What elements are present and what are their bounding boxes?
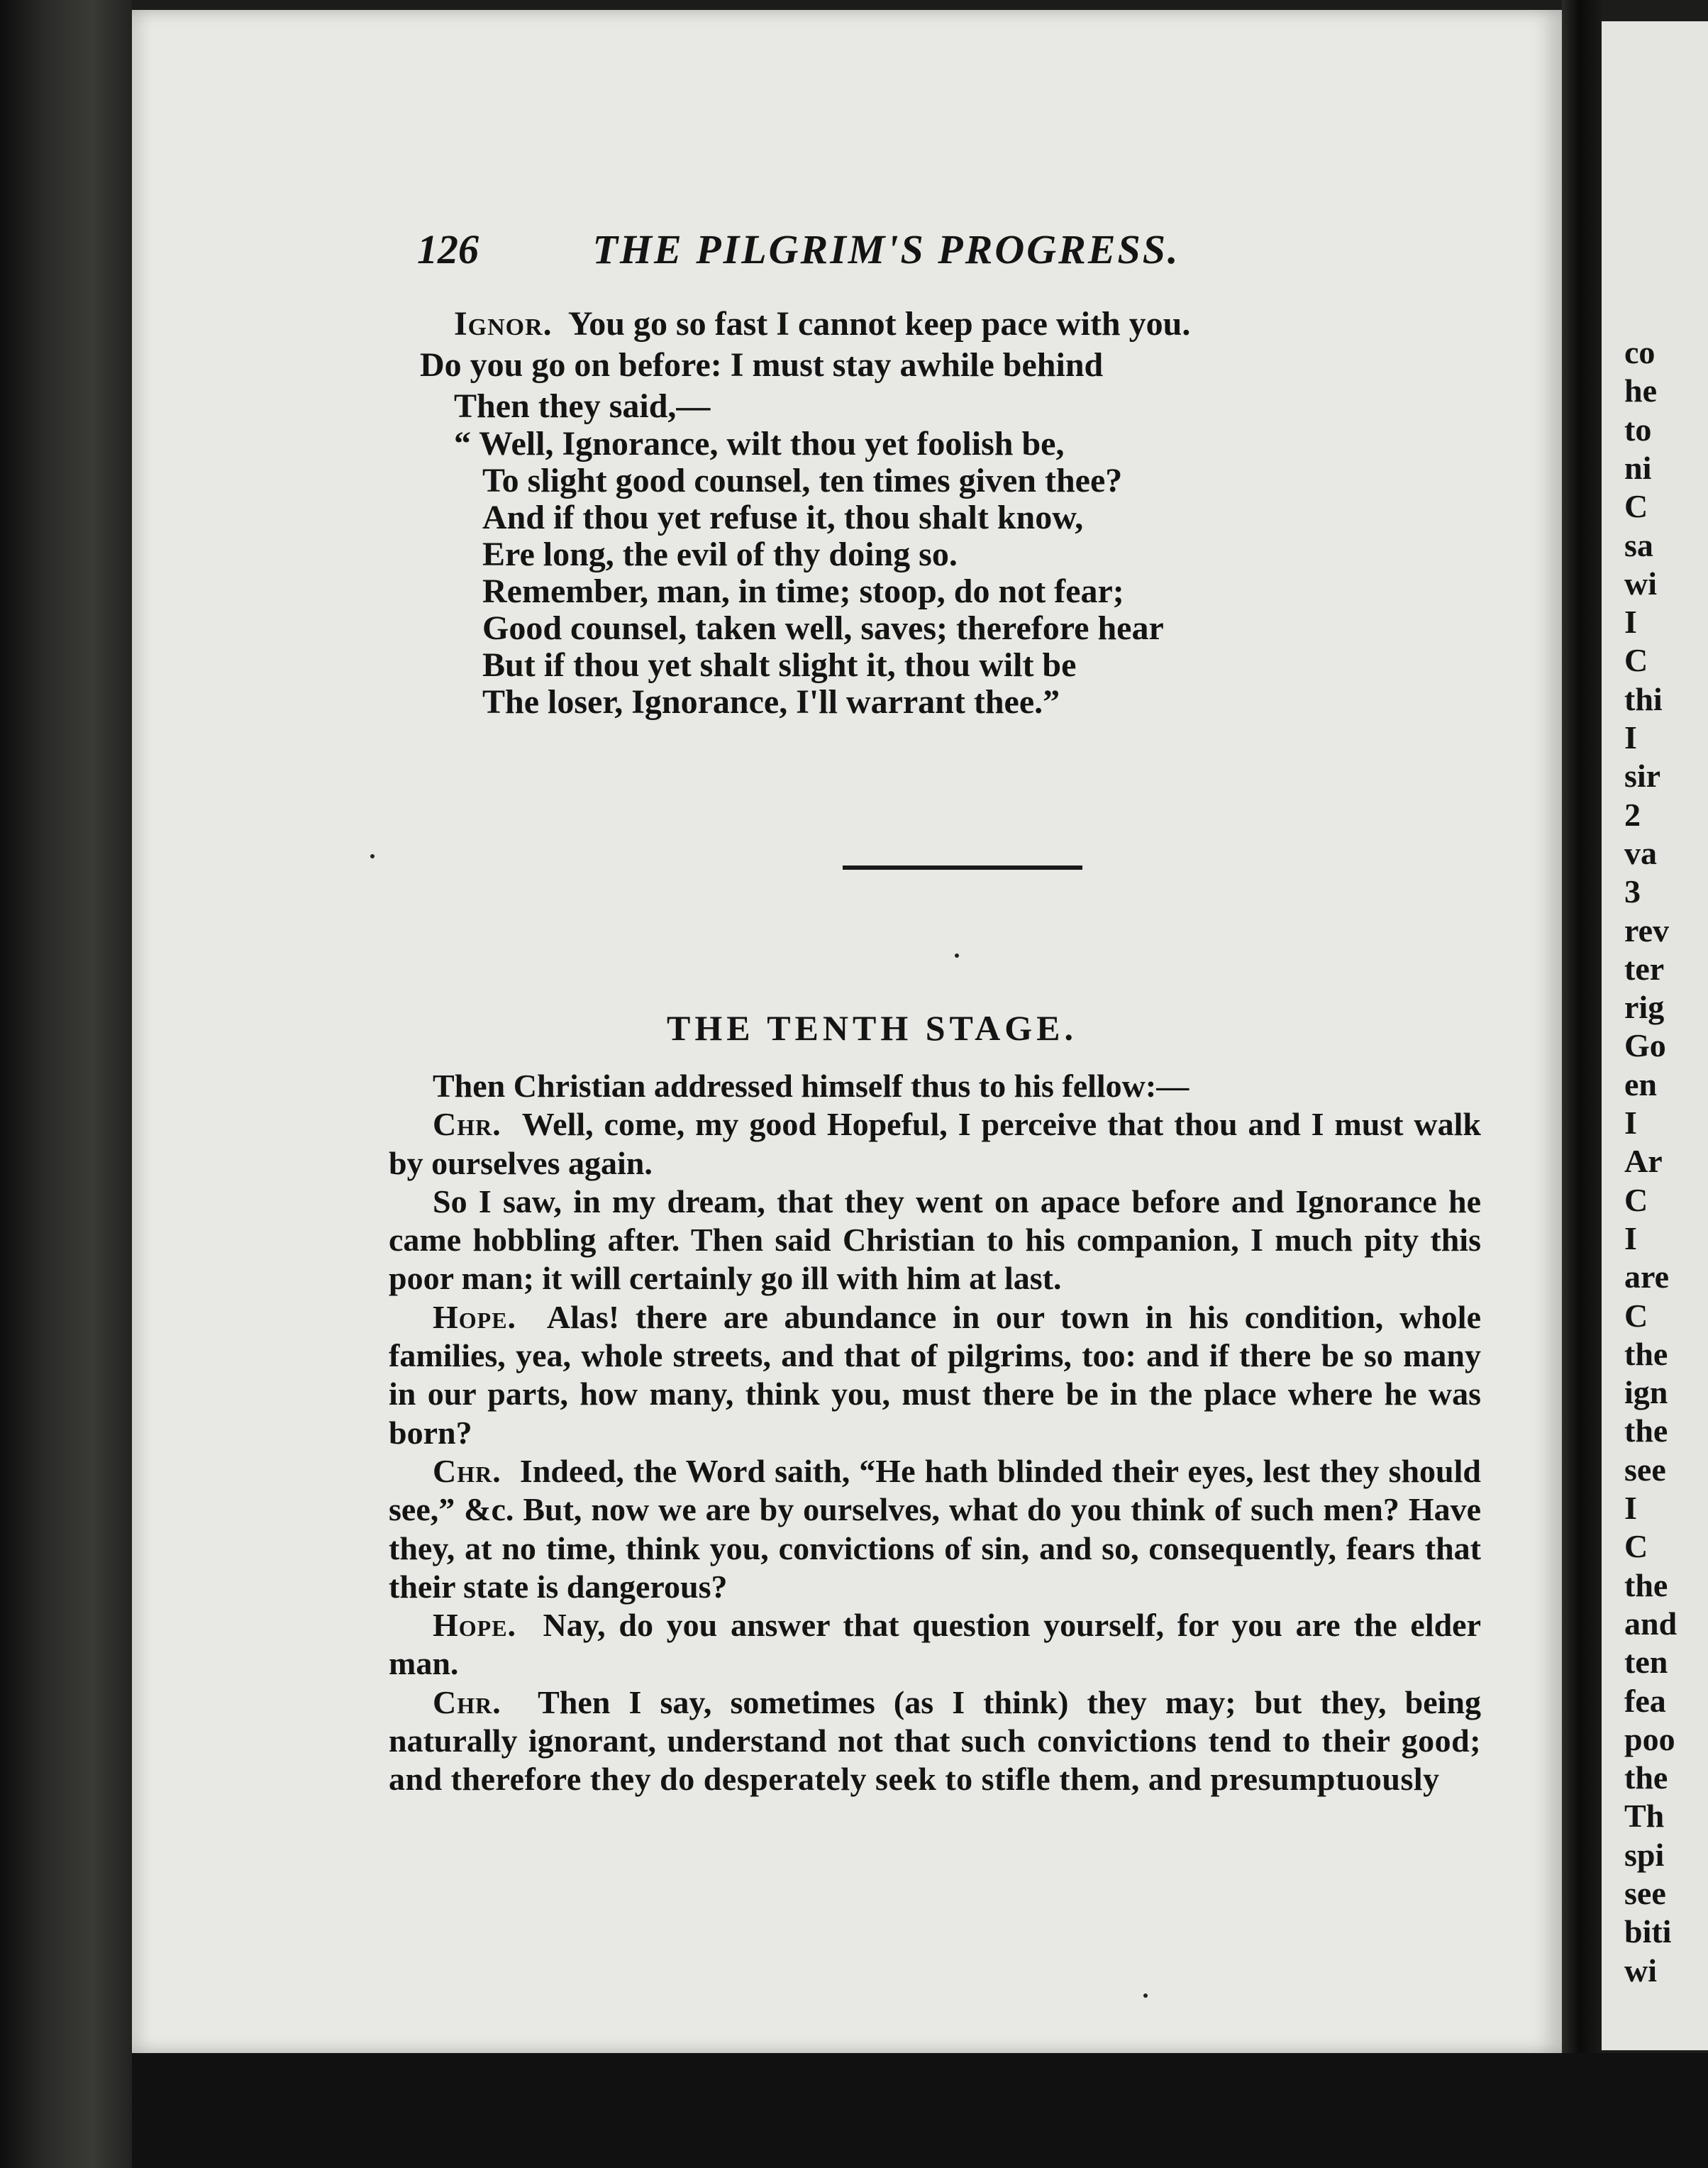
ink-speck: [370, 854, 375, 858]
right-page-fragment: he: [1624, 372, 1657, 409]
right-page-fragment: see: [1624, 1451, 1666, 1488]
right-page-fragment: Th: [1624, 1798, 1665, 1835]
right-page-fragment: I: [1624, 1105, 1637, 1141]
paragraph-text: Then Christian addressed himself thus to his fellow:—: [433, 1068, 1190, 1104]
verse-line: The loser, Ignorance, I'll warrant thee.”: [482, 683, 1060, 721]
speech-line: Do you go on before: I must stay awhile behind: [420, 346, 1104, 384]
right-page-fragment: I: [1624, 1220, 1637, 1256]
right-page-fragment: rev: [1624, 912, 1670, 948]
right-page-fragment: I: [1624, 1490, 1637, 1526]
verse-stanza: [454, 426, 1376, 721]
book-spine: [1562, 0, 1602, 2168]
verse-line: “ Well, Ignorance, wilt thou yet foolish be,: [454, 425, 1065, 463]
right-page-fragment: I: [1624, 719, 1637, 756]
verse-line: To slight good counsel, ten times given thee?: [482, 462, 1123, 499]
right-page-fragment: ter: [1624, 950, 1665, 987]
paragraph: [389, 1067, 1481, 1105]
paragraph-text: Then I say, sometimes (as I think) they may; but they, being naturally ignorant, understand not that: [389, 1683, 1481, 1759]
right-page-fragment: Go: [1624, 1027, 1666, 1064]
scan-bottom-edge: [132, 2053, 1708, 2168]
stage-title: THE TENTH STAGE.: [667, 1008, 1078, 1048]
paragraph: [389, 1452, 1481, 1606]
right-page-fragment: the: [1624, 1759, 1668, 1796]
right-page-fragment: C: [1624, 1181, 1648, 1218]
right-page-fragment: the: [1624, 1335, 1668, 1372]
paragraph-text: So I saw, in my dream, that they went on apace before and Ignorance he came hobbling after. Then said Christian to his companion, I much pity this poor man; it will certainly go ill with him at last.: [389, 1183, 1481, 1297]
right-page-fragment: C: [1624, 488, 1648, 525]
right-page-fragment: to: [1624, 411, 1652, 448]
section-divider: [843, 865, 1082, 870]
right-page-fragment: ni: [1624, 449, 1652, 486]
running-title: THE PILGRIM'S PROGRESS.: [592, 226, 1180, 272]
right-page-fragment: ten: [1624, 1644, 1668, 1681]
right-page-fragment: rig: [1624, 989, 1665, 1026]
right-page-fragment: biti: [1624, 1913, 1672, 1950]
speaker-label: Chr.: [433, 1683, 501, 1720]
body-text: [389, 1067, 1481, 1799]
right-page-fragment: C: [1624, 1297, 1648, 1334]
right-page-fragment: fea: [1624, 1682, 1666, 1719]
ink-speck: [1143, 1993, 1148, 1998]
right-page-fragment: ign: [1624, 1374, 1668, 1411]
right-page-fragment: va: [1624, 834, 1657, 871]
ink-speck: [955, 953, 959, 958]
speaker-label: Hope.: [433, 1298, 517, 1335]
right-page-fragment: and: [1624, 1605, 1678, 1642]
right-page-fragment: wi: [1624, 1952, 1657, 1989]
right-page-fragment: are: [1624, 1259, 1670, 1295]
paragraph: [389, 1105, 1481, 1183]
right-page-fragment: en: [1624, 1066, 1657, 1102]
verse-line: Ere long, the evil of thy doing so.: [482, 536, 958, 573]
right-page-fragment: see: [1624, 1875, 1666, 1911]
right-page-fragment: wi: [1624, 565, 1657, 602]
right-page-fragment: thi: [1624, 680, 1663, 717]
right-page-fragment: I: [1624, 604, 1637, 641]
verse-line: And if thou yet refuse it, thou shalt know,: [482, 499, 1084, 536]
right-page-fragment: co: [1624, 334, 1656, 370]
page-number: 126: [417, 226, 479, 272]
speaker-label: Chr.: [433, 1106, 501, 1143]
paragraph-text: Indeed, the Word saith, “He hath blinded their eyes, lest they should see,” &c. But, now we are by ourselves, what do you think of such men? Have they, at no time, think you, convictions of sin, and so, consequently, fears that their state is dangerous?: [389, 1452, 1482, 1605]
right-page-fragment: Ar: [1624, 1143, 1663, 1180]
right-page-fragment: sa: [1624, 526, 1653, 563]
right-page-fragment: spi: [1624, 1836, 1665, 1873]
speaker-label: Chr.: [433, 1452, 501, 1489]
right-page-fragment: C: [1624, 1528, 1648, 1565]
ignorance-speech: [420, 304, 1512, 427]
paragraph: [389, 1683, 1481, 1799]
scan-border-left: [0, 0, 132, 2168]
speaker-label: Ignor.: [454, 305, 553, 343]
heavy-ink-text: such convictions tend to their good; and therefore they do desperately seek to stifle them, and presumptuously: [389, 1722, 1482, 1798]
right-page-fragment: C: [1624, 642, 1648, 679]
paragraph-text: Alas! there are abundance in our town in his condition, whole families, yea, whole streets, and that of pilgrims, too: and if there be so many in our parts, how many, think you, must there be in the place where he was born?: [389, 1298, 1481, 1451]
right-page-fragment: 3: [1624, 873, 1641, 910]
paragraph-text: Well, come, my good Hopeful, I perceive that thou and I must walk by ourselves again.: [389, 1106, 1482, 1181]
paragraph: [389, 1606, 1481, 1683]
paragraph-text: Nay, do you answer that question yourself, for you are the elder man.: [389, 1607, 1482, 1682]
speech-line: You go so fast I cannot keep pace with you.: [567, 305, 1191, 343]
speaker-label: Hope.: [433, 1607, 517, 1644]
paragraph: [389, 1183, 1481, 1298]
right-page-fragment: the: [1624, 1412, 1668, 1449]
paragraph: [389, 1298, 1481, 1452]
verse-line: Good counsel, taken well, saves; therefore hear: [482, 609, 1164, 647]
verse-line: Remember, man, in time; stoop, do not fear;: [482, 573, 1124, 610]
right-page-fragment: the: [1624, 1566, 1668, 1603]
right-page-fragment: 2: [1624, 796, 1641, 833]
verse-line: But if thou yet shalt slight it, thou wilt be: [482, 646, 1077, 684]
running-head: [417, 226, 1339, 289]
right-page-fragment: poo: [1624, 1720, 1675, 1757]
right-page-fragment: sir: [1624, 758, 1661, 795]
speech-line: Then they said,—: [454, 387, 711, 425]
